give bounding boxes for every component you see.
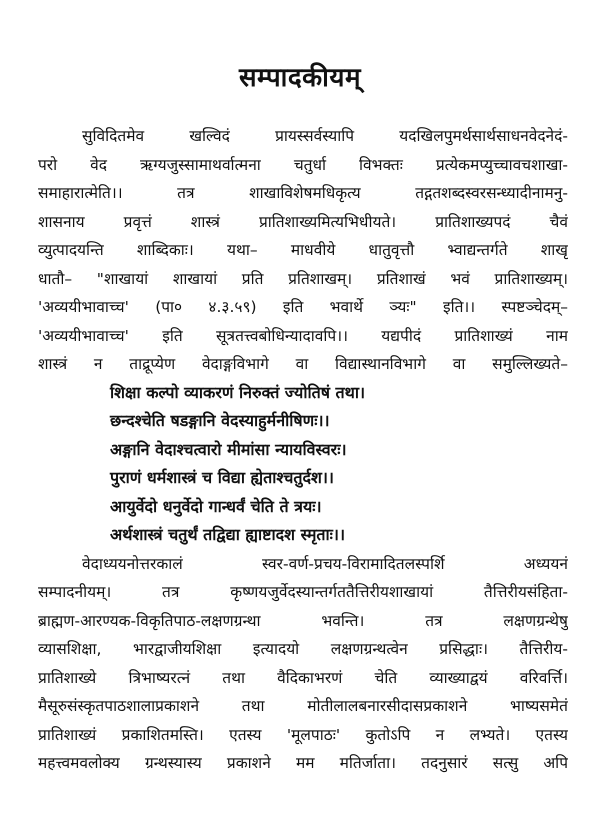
- text-line: वेदाध्ययनोत्तरकालं स्वर-वर्ण-प्रचय-विरामादितलस्पर्शि अध्ययनं: [82, 554, 568, 573]
- text-line: शासनाय प्रवृत्तं शास्त्रं प्रातिशाख्यमित्यभिधीयते। प्रातिशाख्यपदं चैवं: [38, 212, 568, 231]
- text-line: मैसूरुसंस्कृतपाठशालाप्रकाशने तथा मोतीलालबनारसीदासप्रकाशने भाष्यसमेतं: [38, 697, 568, 715]
- text-line: महत्त्वमवलोक्य ग्रन्थस्यास्य प्रकाशने मम मतिर्जाता। तदनुसारं सत्सु अपि: [38, 754, 568, 772]
- verse-line: अङ्गानि वेदाश्चत्वारो मीमांसा न्यायविस्वरः।: [110, 439, 347, 459]
- text-line: प्रातिशाख्यं प्रकाशितमस्ति। एतस्य 'मूलपाठः' कुतोऽपि न लभ्यते। एतस्य: [38, 725, 568, 744]
- text-line: प्रातिशाख्ये त्रिभाष्यरत्नं तथा वैदिकाभरणं चेति व्याख्याद्वयं वरिवर्त्ति।: [38, 668, 568, 687]
- text-line: व्यासशिक्षा, भारद्वाजीयशिक्षा इत्यादयो लक्षणग्रन्थत्वेन प्रसिद्धाः। तैत्तिरीय-: [38, 640, 568, 658]
- text-line: व्युत्पादयन्ति शाब्दिकाः। यथा– माधवीये धातुवृत्तौ भ्वाद्यन्तर्गते शाखृ: [38, 241, 568, 259]
- text-line: सुविदितमेव खल्विदं प्रायस्सर्वस्यापि यदखिलपुमर्थसार्थसाधनवेदनेदं-: [82, 127, 568, 145]
- text-line: सम्पादनीयम्। तत्र कृष्णयजुर्वेदस्यान्तर्गततैत्तिरीयशाखायां तैत्तिरीयसंहिता-: [38, 583, 568, 601]
- text-line: शास्त्रं न ताद्रूप्येण वेदाङ्गविभागे वा विद्यास्थानविभागे वा समुल्लिख्यते–: [38, 355, 568, 373]
- verse-block: [38, 379, 568, 550]
- verse-line: आयुर्वेदो धनुर्वेदो गान्धर्वं चेति ते त्रयः।: [110, 496, 322, 516]
- paragraph-1: [38, 122, 568, 379]
- text-line: धातौ– "शाखायां शाखायां प्रति प्रतिशाखम्। प्रतिशाखं भवं प्रातिशाख्यम्।: [38, 269, 568, 288]
- text-line: परो वेद ऋग्यजुस्सामाथर्वात्मना चतुर्धा विभक्तः प्रत्येकमप्युच्चावचशाखा-: [38, 155, 568, 174]
- verse-line: अर्थशास्त्रं चतुर्थं तद्विद्या ह्याष्टादश स्मृताः।।: [110, 525, 346, 544]
- text-line: 'अव्ययीभावाच्च' (पा० ४.३.५९) इति भवार्थे ञ्यः" इति।। स्पष्टञ्चेदम्–: [38, 298, 568, 316]
- text-line: ब्राह्मण-आरण्यक-विकृतिपाठ-लक्षणग्रन्था भवन्ति। तत्र लक्षणग्रन्थेषु: [38, 611, 568, 630]
- document-body: [38, 122, 568, 778]
- text-line: समाहारात्मेति।। तत्र शाखाविशेषमधिकृत्य तद्गतशब्दस्वरसन्ध्यादीनामनु-: [38, 184, 568, 202]
- paragraph-2: [38, 550, 568, 778]
- verse-line: शिक्षा कल्पो व्याकरणं निरुक्तं ज्योतिषं तथा।: [110, 382, 366, 402]
- verse-line: पुराणं धर्मशास्त्रं च विद्या ह्येताश्चतुर्दश।।: [110, 468, 334, 487]
- page-title: सम्पादकीयम्: [238, 63, 361, 93]
- text-line: 'अव्ययीभावाच्च' इति सूत्रतत्त्वबोधिन्यादावपि।। यद्यपीदं प्रातिशाख्यं नाम: [38, 326, 568, 345]
- verse-line: छन्दश्चेति षडङ्गानि वेदस्याहुर्मनीषिणः।।: [110, 411, 330, 430]
